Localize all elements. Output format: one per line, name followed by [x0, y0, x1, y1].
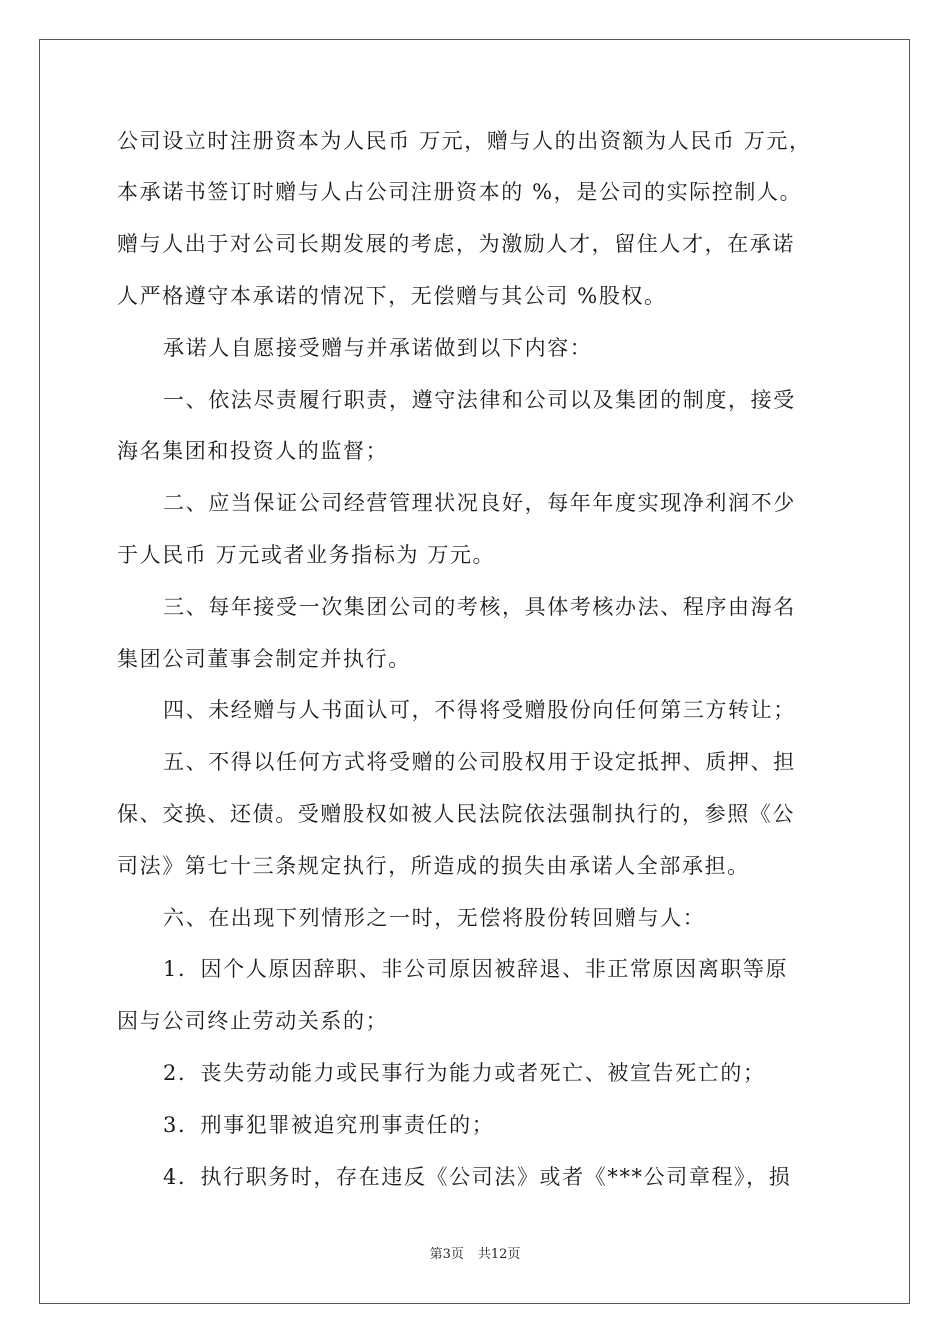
text-line: 本承诺书签订时赠与人占公司注册资本的 %，是公司的实际控制人。 — [117, 180, 803, 204]
text-line: 四、未经赠与人书面认可，不得将受赠股份向任何第三方转让； — [163, 698, 796, 722]
text-line: 3．刑事犯罪被追究刑事责任的； — [163, 1113, 495, 1137]
text-line: 五、不得以任何方式将受赠的公司股权用于设定抵押、质押、担 — [163, 750, 796, 774]
text-line: 赠与人出于对公司长期发展的考虑，为激励人才，留住人才，在承诺 — [117, 232, 795, 256]
page-total: 共12页 — [477, 1247, 521, 1262]
text-line: 公司设立时注册资本为人民币 万元，赠与人的出资额为人民币 万元， — [117, 129, 812, 153]
text-line: 保、交换、还债。受赠股权如被人民法院依法强制执行的，参照《公 — [117, 802, 795, 826]
text-line: 司法》第七十三条规定执行，所造成的损失由承诺人全部承担。 — [117, 854, 750, 878]
text-line: 于人民币 万元或者业务指标为 万元。 — [117, 543, 496, 567]
text-line: 人严格遵守本承诺的情况下，无偿赠与其公司 %股权。 — [117, 284, 667, 308]
text-line: 六、在出现下列情形之一时，无偿将股份转回赠与人： — [163, 906, 706, 930]
text-line: 二、应当保证公司经营管理状况良好，每年年度实现净利润不少 — [163, 491, 796, 515]
page-number: 第3页 — [429, 1247, 464, 1262]
text-line: 三、每年接受一次集团公司的考核，具体考核办法、程序由海名 — [163, 595, 796, 619]
text-line: 承诺人自愿接受赠与并承诺做到以下内容： — [163, 336, 593, 360]
page-footer — [0, 1246, 950, 1264]
text-line: 4．执行职务时，存在违反《公司法》或者《***公司章程》，损 — [163, 1165, 792, 1189]
text-line: 1．因个人原因辞职、非公司原因被辞退、非正常原因离职等原 — [163, 957, 789, 981]
text-line: 集团公司董事会制定并执行。 — [117, 647, 411, 671]
text-line: 2．丧失劳动能力或民事行为能力或者死亡、被宣告死亡的； — [163, 1061, 766, 1085]
text-line: 因与公司终止劳动关系的； — [117, 1009, 389, 1033]
text-line: 海名集团和投资人的监督； — [117, 439, 389, 463]
text-line: 一、依法尽责履行职责，遵守法律和公司以及集团的制度，接受 — [163, 388, 796, 412]
